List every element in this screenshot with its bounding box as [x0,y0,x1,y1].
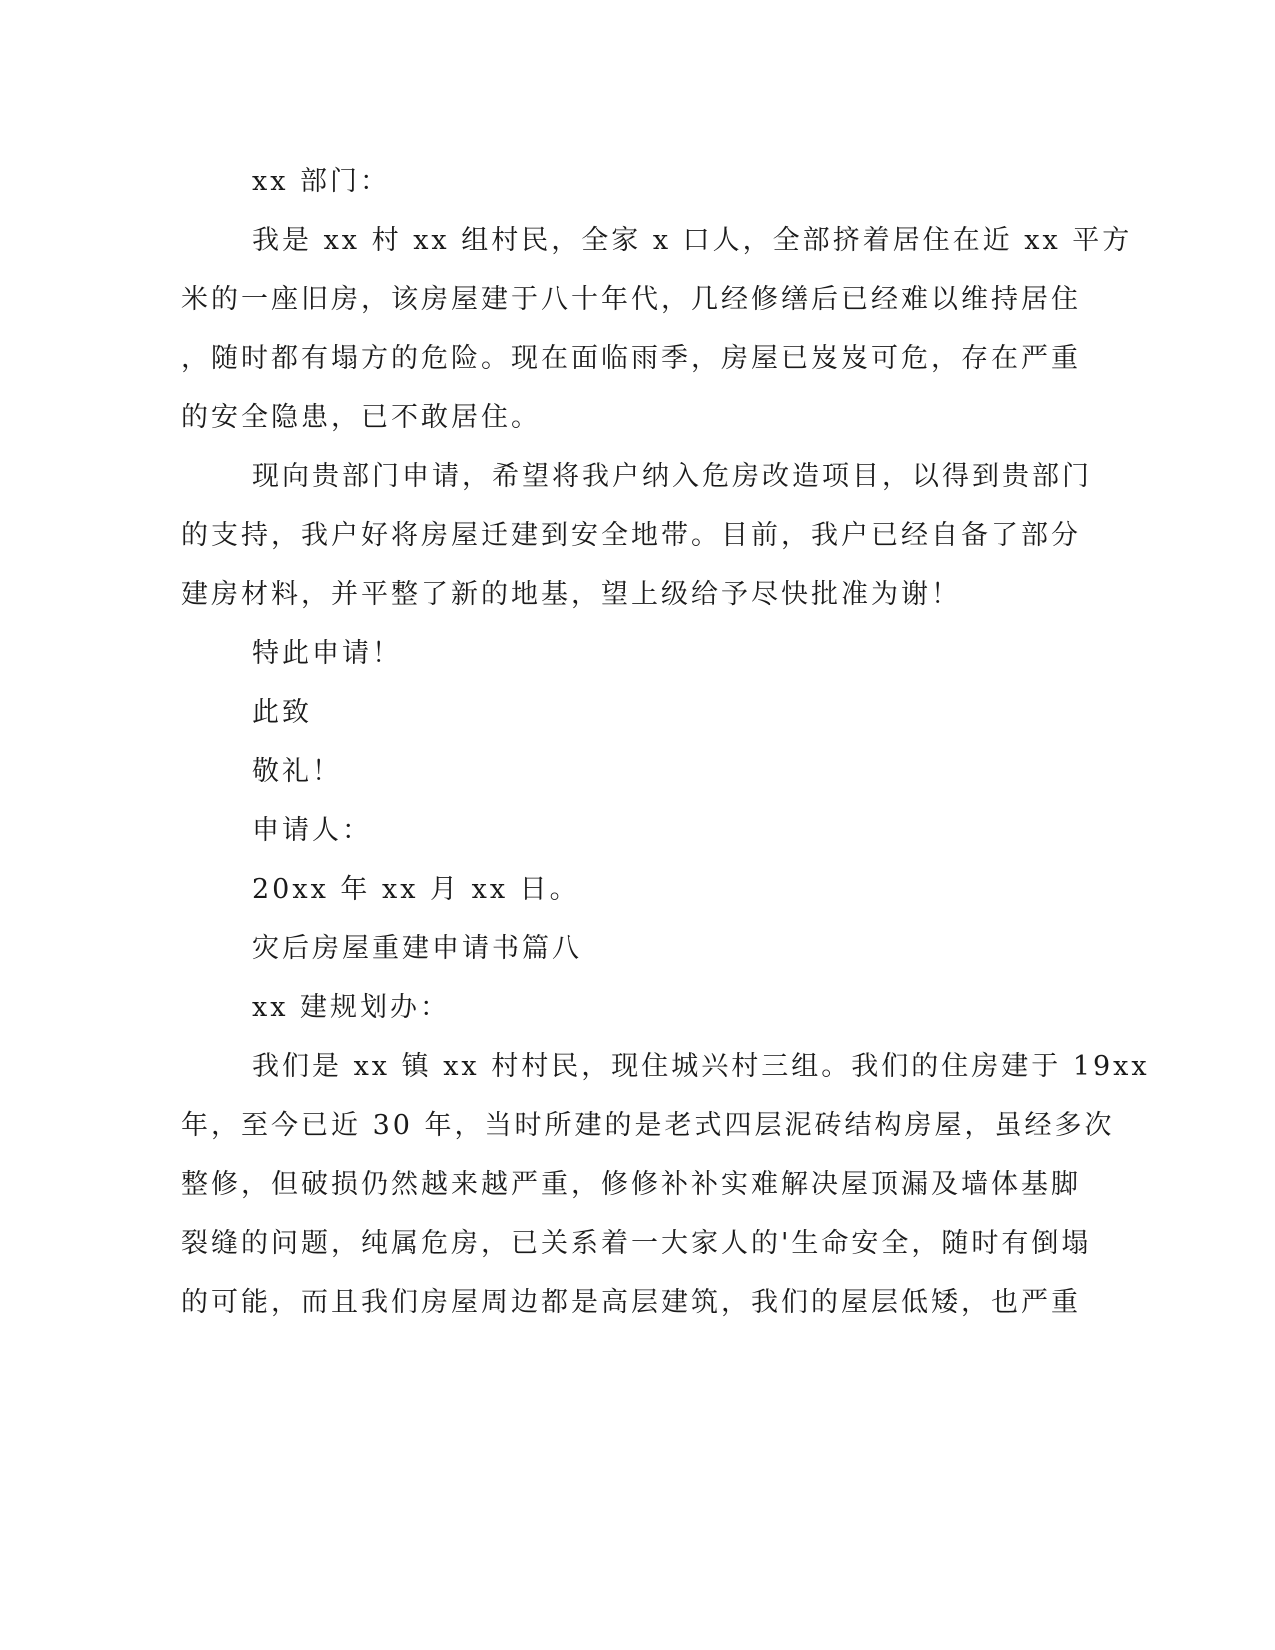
date-line: 20xx 年 xx 月 xx 日。 [252,874,580,905]
paragraph-line: 我们是 xx 镇 xx 村村民，现住城兴村三组。我们的住房建于 19xx [252,1051,1150,1082]
paragraph-line: 年，至今已近 30 年，当时所建的是老式四层泥砖结构房屋，虽经多次 [181,1110,1115,1141]
paragraph-line: 的安全隐患，已不敢居住。 [181,402,541,433]
paragraph-line: 的支持，我户好将房屋迁建到安全地带。目前，我户已经自备了部分 [181,520,1081,551]
paragraph-line: 现向贵部门申请，希望将我户纳入危房改造项目，以得到贵部门 [252,461,1092,492]
salutation-line: xx 部门： [252,166,391,197]
paragraph-line: 建房材料，并平整了新的地基，望上级给予尽快批准为谢！ [181,579,961,610]
paragraph-line: 米的一座旧房，该房屋建于八十年代，几经修缮后已经难以维持居住 [181,284,1081,315]
paragraph-line: 我是 xx 村 xx 组村民，全家 x 口人，全部挤着居住在近 xx 平方 [252,225,1133,256]
paragraph-line: 裂缝的问题，纯属危房，已关系着一大家人的'生命安全，随时有倒塌 [181,1228,1092,1259]
paragraph-line: ，随时都有塌方的危险。现在面临雨季，房屋已岌岌可危，存在严重 [181,343,1081,374]
paragraph-line: 整修，但破损仍然越来越严重，修修补补实难解决屋顶漏及墙体基脚 [181,1169,1081,1200]
closing-line: 此致 [252,697,312,728]
document-body [181,160,1150,1340]
salutation-line: xx 建规划办： [252,992,451,1023]
closing-line: 敬礼！ [252,756,342,787]
paragraph-line: 的可能，而且我们房屋周边都是高层建筑，我们的屋层低矮，也严重 [181,1287,1081,1318]
applicant-line: 申请人： [252,815,372,846]
section-title: 灾后房屋重建申请书篇八 [252,933,582,964]
closing-line: 特此申请！ [252,638,402,669]
